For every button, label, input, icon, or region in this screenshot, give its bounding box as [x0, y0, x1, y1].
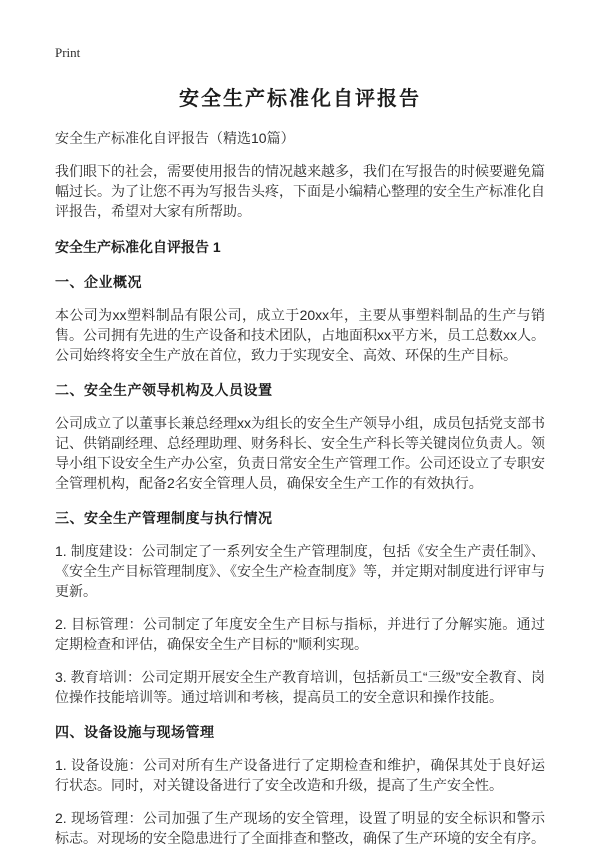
section-heading-1: 一、企业概况 [55, 274, 142, 290]
report-heading: 安全生产标准化自评报告 1 [55, 239, 221, 255]
section-3-paragraph-3: 3. 教育培训：公司定期开展安全生产教育培训，包括新员工“三级”安全教育、岗位操作技能培训等。通过培训和考核，提高员工的安全意识和操作技能。 [55, 669, 545, 705]
section-4-paragraph-1: 1. 设备设施：公司对所有生产设备进行了定期检查和维护，确保其处于良好运行状态。同时，对关键设备进行了安全改造和升级，提高了生产安全性。 [55, 757, 545, 793]
section-2-paragraph: 公司成立了以董事长兼总经理xx为组长的安全生产领导小组，成员包括党支部书记、供销副经理、总经理助理、财务科长、安全生产科长等关键岗位负责人。领导小组下设安全生产办公室，负责日常安全生产管理工作。公司还设立了专职安全管理机构，配备2名安全管理人员，确保安全生产工作的有效执行。 [55, 415, 545, 491]
section-heading-2: 二、安全生产领导机构及人员设置 [55, 382, 273, 398]
section-4-paragraph-2: 2. 现场管理：公司加强了生产现场的安全管理，设置了明显的安全标识和警示标志。对现场的安全隐患进行了全面排查和整改，确保了生产环境的安全有序。 [55, 810, 545, 846]
section-3-paragraph-2: 2. 目标管理：公司制定了年度安全生产目标与指标，并进行了分解实施。通过定期检查和评估，确保安全生产目标的"顺利实现。 [55, 616, 545, 652]
section-heading-3: 三、安全生产管理制度与执行情况 [55, 510, 273, 526]
section-1-paragraph: 本公司为xx塑料制品有限公司，成立于20xx年，主要从事塑料制品的生产与销售。公司拥有先进的生产设备和技术团队，占地面积xx平方米，员工总数xx人。公司始终将安全生产放在首位，致力于实现安全、高效、环保的生产目标。 [55, 307, 545, 363]
doc-subtitle: 安全生产标准化自评报告（精选10篇） [55, 130, 295, 146]
section-heading-4: 四、设备设施与现场管理 [55, 724, 215, 740]
section-3-paragraph-1: 1. 制度建设：公司制定了一系列安全生产管理制度，包括《安全生产责任制》、《安全生产目标管理制度》、《安全生产检查制度》等，并定期对制度进行评审与更新。 [55, 543, 545, 599]
print-link[interactable]: Print [55, 45, 81, 60]
page-title: 安全生产标准化自评报告 [179, 88, 421, 110]
intro-paragraph: 我们眼下的社会，需要使用报告的情况越来越多，我们在写报告的时候要避免篇幅过长。为了让您不再为写报告头疼，下面是小编精心整理的安全生产标准化自评报告，希望对大家有所帮助。 [55, 163, 545, 219]
